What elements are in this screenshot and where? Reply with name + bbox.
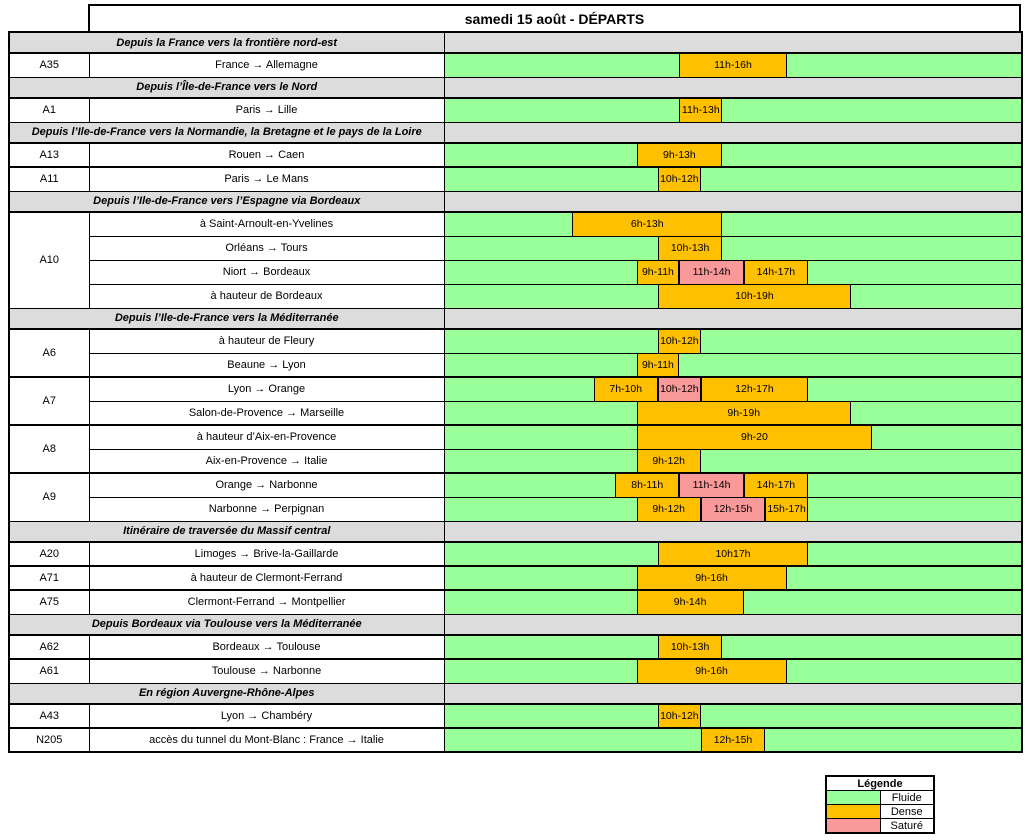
section-header-track — [444, 77, 1022, 98]
fluide-track — [445, 450, 1022, 473]
section-header-track — [444, 32, 1022, 53]
fluide-track — [445, 660, 1022, 683]
route-label: Orange → Narbonne — [89, 473, 444, 497]
road-code: A13 — [9, 143, 89, 167]
road-code: N205 — [9, 728, 89, 752]
route-label: Paris → Lille — [89, 98, 444, 122]
route-label: Toulouse → Narbonne — [89, 659, 444, 683]
timeline-cell — [444, 635, 1022, 659]
route-row — [9, 167, 1022, 191]
route-label: Beaune → Lyon — [89, 353, 444, 377]
road-code: A62 — [9, 635, 89, 659]
traffic-segment-dense: 12h-17h — [701, 378, 808, 401]
road-code: A9 — [9, 473, 89, 521]
road-code: A71 — [9, 566, 89, 590]
route-label: Paris → Le Mans — [89, 167, 444, 191]
route-row — [9, 728, 1022, 752]
route-row — [9, 143, 1022, 167]
section-header-track — [444, 191, 1022, 212]
legend — [825, 775, 935, 834]
sature-label: Saturé — [880, 819, 934, 834]
fluide-track — [445, 330, 1022, 353]
section-row — [9, 614, 1022, 635]
legend-row-sature — [826, 819, 934, 834]
timeline-cell — [444, 236, 1022, 260]
section-row — [9, 308, 1022, 329]
fluide-label: Fluide — [880, 791, 934, 805]
fluide-track — [445, 354, 1022, 377]
traffic-segment-dense: 9h-20 — [637, 426, 873, 449]
timeline-cell — [444, 260, 1022, 284]
traffic-segment-dense: 14h-17h — [744, 474, 808, 497]
route-label: Bordeaux → Toulouse — [89, 635, 444, 659]
section-header-track — [444, 683, 1022, 704]
traffic-segment-dense: 14h-17h — [744, 261, 808, 284]
fluide-track — [445, 543, 1022, 565]
legend-row-fluide — [826, 791, 934, 805]
route-label: France → Allemagne — [89, 53, 444, 77]
route-label: Clermont-Ferrand → Montpellier — [89, 590, 444, 614]
section-header: Depuis la France vers la frontière nord-est — [9, 32, 444, 53]
timeline-cell — [444, 542, 1022, 566]
fluide-track — [445, 729, 1022, 751]
section-header: En région Auvergne-Rhône-Alpes — [9, 683, 444, 704]
fluide-track — [445, 426, 1022, 449]
road-code: A7 — [9, 377, 89, 425]
route-row — [9, 353, 1022, 377]
road-code: A43 — [9, 704, 89, 728]
fluide-track — [445, 261, 1022, 284]
fluide-track — [445, 213, 1022, 236]
route-row — [9, 236, 1022, 260]
fluide-track — [445, 591, 1022, 614]
route-label: à hauteur de Bordeaux — [89, 284, 444, 308]
traffic-segment-dense: 9h-19h — [637, 402, 851, 425]
route-label: à hauteur de Clermont-Ferrand — [89, 566, 444, 590]
timeline-cell — [444, 473, 1022, 497]
road-code: A8 — [9, 425, 89, 473]
traffic-segment-dense: 9h-11h — [637, 261, 680, 284]
route-row — [9, 401, 1022, 425]
fluide-swatch — [826, 791, 880, 805]
fluide-track — [445, 285, 1022, 308]
timeline-cell — [444, 143, 1022, 167]
traffic-segment-dense: 9h-16h — [637, 660, 787, 683]
route-row — [9, 659, 1022, 683]
route-row — [9, 284, 1022, 308]
fluide-track — [445, 99, 1022, 122]
fluide-track — [445, 705, 1022, 727]
route-row — [9, 260, 1022, 284]
fluide-track — [445, 498, 1022, 521]
traffic-segment-dense: 10h-13h — [658, 237, 722, 260]
route-label: Orléans → Tours — [89, 236, 444, 260]
timeline-cell — [444, 377, 1022, 401]
section-header-track — [444, 521, 1022, 542]
traffic-segment-sature: 11h-14h — [679, 474, 743, 497]
traffic-segment-dense: 9h-16h — [637, 567, 787, 589]
traffic-segment-sature: 11h-14h — [679, 261, 743, 284]
section-row — [9, 191, 1022, 212]
legend-row-dense — [826, 805, 934, 819]
route-label: à Saint-Arnoult-en-Yvelines — [89, 212, 444, 236]
section-row — [9, 683, 1022, 704]
road-code: A20 — [9, 542, 89, 566]
traffic-segment-dense: 10h17h — [658, 543, 808, 565]
traffic-segment-dense: 9h-14h — [637, 591, 744, 614]
page-title: samedi 15 août - DÉPARTS — [88, 4, 1021, 31]
legend-title-row — [826, 776, 934, 791]
fluide-track — [445, 402, 1022, 425]
fluide-track — [445, 378, 1022, 401]
route-label: Aix-en-Provence → Italie — [89, 449, 444, 473]
section-row — [9, 122, 1022, 143]
road-code: A11 — [9, 167, 89, 191]
traffic-segment-dense: 11h-13h — [679, 99, 722, 122]
route-label: Rouen → Caen — [89, 143, 444, 167]
traffic-segment-dense: 9h-12h — [637, 498, 701, 521]
timeline-cell — [444, 284, 1022, 308]
fluide-track — [445, 168, 1022, 191]
timeline-cell — [444, 449, 1022, 473]
route-row — [9, 449, 1022, 473]
section-header: Depuis l’Ile-de-France vers l’Espagne via Bordeaux — [9, 191, 444, 212]
road-code: A75 — [9, 590, 89, 614]
legend-title: Légende — [826, 776, 934, 791]
road-code: A6 — [9, 329, 89, 377]
route-label: Lyon → Orange — [89, 377, 444, 401]
traffic-segment-dense: 9h-12h — [637, 450, 701, 473]
route-row — [9, 542, 1022, 566]
route-label: à hauteur d’Aix-en-Provence — [89, 425, 444, 449]
timeline-cell — [444, 704, 1022, 728]
traffic-segment-dense: 10h-19h — [658, 285, 851, 308]
timeline-cell — [444, 590, 1022, 614]
traffic-segment-dense: 10h-12h — [658, 168, 701, 191]
route-row — [9, 53, 1022, 77]
route-row — [9, 497, 1022, 521]
timeline-cell — [444, 659, 1022, 683]
road-code: A61 — [9, 659, 89, 683]
timeline-cell — [444, 167, 1022, 191]
section-header: Depuis Bordeaux via Toulouse vers la Méditerranée — [9, 614, 444, 635]
route-label: Narbonne → Perpignan — [89, 497, 444, 521]
route-row — [9, 329, 1022, 353]
route-row — [9, 473, 1022, 497]
sature-swatch — [826, 819, 880, 834]
route-row — [9, 98, 1022, 122]
route-row — [9, 566, 1022, 590]
route-row — [9, 425, 1022, 449]
timeline-cell — [444, 566, 1022, 590]
section-row — [9, 32, 1022, 53]
traffic-segment-dense: 7h-10h — [594, 378, 658, 401]
route-label: à hauteur de Fleury — [89, 329, 444, 353]
timeline-cell — [444, 353, 1022, 377]
traffic-segment-dense: 11h-16h — [679, 54, 786, 77]
traffic-segment-dense: 9h-13h — [637, 144, 723, 166]
traffic-segment-dense: 10h-12h — [658, 705, 701, 727]
section-header-track — [444, 122, 1022, 143]
route-row — [9, 635, 1022, 659]
route-row — [9, 704, 1022, 728]
traffic-segment-dense: 9h-11h — [637, 354, 680, 377]
timeline-cell — [444, 53, 1022, 77]
section-header: Depuis l’Ile-de-France vers la Méditerranée — [9, 308, 444, 329]
road-code: A35 — [9, 53, 89, 77]
route-row — [9, 377, 1022, 401]
traffic-segment-dense: 10h-12h — [658, 330, 701, 353]
fluide-track — [445, 474, 1022, 497]
section-header: Depuis l’Île-de-France vers le Nord — [9, 77, 444, 98]
fluide-track — [445, 567, 1022, 589]
route-label: Lyon → Chambéry — [89, 704, 444, 728]
route-label: Niort → Bordeaux — [89, 260, 444, 284]
section-row — [9, 521, 1022, 542]
section-header: Depuis l’Ile-de-France vers la Normandie, la Bretagne et le pays de la Loire — [9, 122, 444, 143]
fluide-track — [445, 144, 1022, 166]
timeline-cell — [444, 329, 1022, 353]
traffic-segment-dense: 10h-13h — [658, 636, 722, 658]
traffic-segment-dense: 8h-11h — [615, 474, 679, 497]
traffic-segment-sature: 12h-15h — [701, 498, 765, 521]
road-code: A10 — [9, 212, 89, 308]
timeline-cell — [444, 98, 1022, 122]
traffic-segment-sature: 10h-12h — [658, 378, 701, 401]
route-row — [9, 212, 1022, 236]
route-row — [9, 590, 1022, 614]
dense-swatch — [826, 805, 880, 819]
fluide-track — [445, 636, 1022, 658]
section-row — [9, 77, 1022, 98]
section-header-track — [444, 308, 1022, 329]
traffic-segment-dense: 15h-17h — [765, 498, 808, 521]
route-label: Limoges → Brive-la-Gaillarde — [89, 542, 444, 566]
timeline-cell — [444, 497, 1022, 521]
timeline-cell — [444, 212, 1022, 236]
fluide-track — [445, 237, 1022, 260]
road-code: A1 — [9, 98, 89, 122]
section-header: Itinéraire de traversée du Massif central — [9, 521, 444, 542]
section-header-track — [444, 614, 1022, 635]
timeline-cell — [444, 425, 1022, 449]
fluide-track — [445, 54, 1022, 77]
timeline-cell — [444, 728, 1022, 752]
timeline-cell — [444, 401, 1022, 425]
route-label: accès du tunnel du Mont-Blanc : France → Italie — [89, 728, 444, 752]
traffic-segment-dense: 6h-13h — [572, 213, 722, 236]
departures-table — [8, 31, 1023, 753]
dense-label: Dense — [880, 805, 934, 819]
route-label: Salon-de-Provence → Marseille — [89, 401, 444, 425]
traffic-segment-dense: 12h-15h — [701, 729, 765, 751]
